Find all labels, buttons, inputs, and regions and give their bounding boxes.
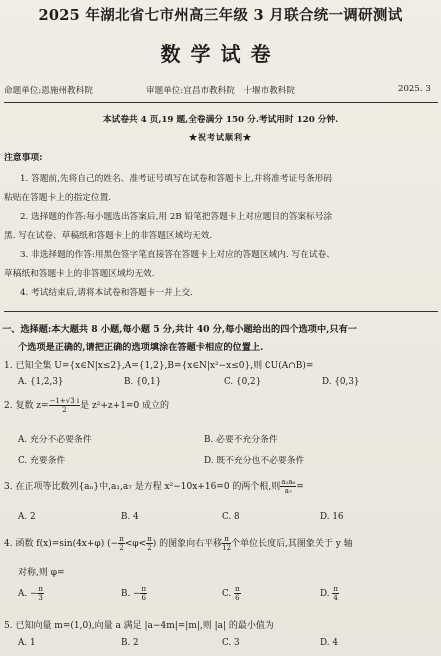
notice-item-2-line1: 2. 选择题的作答:每小题选出答案后,用 2B 铅笔把答题卡上对应题目的答案标号涂: [20, 212, 333, 222]
option-letter: B. −: [121, 589, 141, 599]
notice-divider: [4, 311, 438, 312]
question-4-option-a: [18, 585, 44, 602]
option-fraction: [234, 585, 241, 602]
question-2-stem: [4, 397, 169, 414]
denominator: 2: [119, 544, 124, 552]
denominator: 4: [333, 594, 338, 602]
denominator: 2: [147, 544, 152, 552]
pi-numerator: π: [119, 535, 124, 543]
notice-item-2-line2: 黑. 写在试卷、草稿纸和答题卡上的非答题区域均无效.: [4, 231, 213, 241]
pi-numerator: π: [141, 585, 147, 593]
question-4-stem-line1: [4, 535, 353, 552]
option-fraction: [37, 585, 44, 602]
question-3-stem-post: =: [296, 482, 304, 492]
option-fraction: [332, 585, 339, 602]
question-1-option-d: D. {0,3}: [322, 377, 360, 387]
question-5-option-d: D. 4: [320, 638, 338, 648]
question-3-numerator: a₂a₆: [281, 478, 296, 486]
notice-item-4: 4. 考试结束后,请将本试卷和答题卡一并上交.: [20, 288, 193, 298]
question-4-option-c: [222, 585, 241, 602]
header-divider: [4, 102, 438, 103]
option-fraction: [140, 585, 147, 602]
question-3-denominator: a₇: [284, 487, 292, 495]
question-1-option-b: B. {0,1}: [124, 377, 162, 387]
question-2-option-a: A. 充分不必要条件: [18, 435, 92, 445]
section-heading-line1: 一、选择题:本大题共 8 小题,每小题 5 分,共计 40 分,每小题给出的四个选项中,只有一: [2, 324, 357, 335]
question-4-fraction-1: [118, 535, 125, 552]
pi-numerator: π: [38, 585, 43, 593]
question-3-option-a: A. 2: [18, 512, 36, 522]
option-letter: D.: [320, 589, 333, 599]
question-4-stem-d: 个单位长度后,其图象关于 y 轴: [231, 539, 353, 549]
notice-item-1-line1: 1. 答题前,先将自己的姓名、准考证号填写在试卷和答题卡上,并将准考证号条形码: [20, 174, 332, 184]
denominator: 6: [235, 594, 240, 602]
option-letter: A. −: [18, 589, 38, 599]
question-3-fraction: [280, 478, 296, 495]
denominator: 12: [222, 544, 232, 552]
question-4-stem-line2: 对称,则 φ=: [18, 568, 65, 578]
question-2-denominator: 2: [62, 406, 67, 414]
exam-title: 2025 年湖北省七市州高三年级 3 月联合统一调研测试: [38, 7, 403, 24]
denominator: 6: [141, 594, 146, 602]
question-3-stem-pre: 3. 在正项等比数列{aₙ}中,a₁,a₇ 是方程 x²−10x+16=0 的两个根,则: [4, 482, 281, 492]
question-1-stem: 1. 已知全集 U={x∈N|x≤2},A={1,2},B={x∈N|x²−x≤0},则 ∁U(A∩B)=: [4, 361, 314, 371]
denominator: 3: [38, 594, 43, 602]
question-2-stem-pre: 2. 复数 z=: [4, 401, 49, 411]
good-luck-text: ★祝考试顺利★: [189, 132, 252, 142]
question-5-option-b: B. 2: [121, 638, 139, 648]
notice-item-1-line2: 粘贴在答题卡上的指定位置.: [4, 193, 112, 203]
option-letter: C.: [222, 589, 235, 599]
question-4-fraction-3: [222, 535, 231, 552]
question-3-option-c: C. 8: [222, 512, 240, 522]
author-unit: 命题单位:恩施州教科院: [4, 86, 93, 96]
pi-numerator: π: [222, 535, 231, 544]
pi-numerator: π: [147, 535, 152, 543]
pi-numerator: π: [333, 585, 338, 593]
question-3-option-d: D. 16: [320, 512, 344, 522]
question-2-fraction: [49, 397, 81, 414]
question-3-stem: [4, 478, 304, 495]
section-heading-line2: 个选项是正确的,请把正确的选项填涂在答题卡相应的位置上.: [18, 342, 264, 353]
question-5-option-a: A. 1: [18, 638, 36, 648]
exam-summary: 本试卷共 4 页,19 题,全卷满分 150 分.考试用时 120 分钟.: [102, 115, 339, 125]
question-2-numerator: −1+√3 i: [49, 397, 80, 405]
exam-date: 2025. 3: [398, 84, 431, 94]
question-1-option-a: A. {1,2,3}: [18, 377, 64, 387]
question-1-option-c: C. {0,2}: [224, 377, 262, 387]
question-3-option-b: B. 4: [121, 512, 139, 522]
question-4-fraction-2: [146, 535, 153, 552]
question-4-option-b: [121, 585, 147, 602]
question-4-stem-b: <φ<: [124, 539, 147, 549]
notice-item-3-line1: 3. 非选择题的作答:用黑色签字笔直接答在答题卡上对应的答题区域内. 写在试卷、: [20, 250, 335, 260]
question-2-option-c: C. 充要条件: [18, 456, 66, 466]
subject-title: 数学试卷: [160, 42, 281, 66]
pi-numerator: π: [235, 585, 240, 593]
notice-heading: 注意事项:: [4, 153, 43, 163]
question-4-stem-c: ) 的图象向右平移: [152, 539, 223, 549]
question-2-option-b: B. 必要不充分条件: [204, 435, 278, 445]
question-5-stem: 5. 已知向量 m=(1,0),向量 a 满足 |a−4m|=|m|,则 |a| 的最小值为: [4, 621, 274, 631]
question-2-stem-post: 是 z²+z+1=0 成立的: [80, 401, 170, 411]
question-4-stem-a: 4. 函数 f(x)=sin(4x+φ) (−: [4, 539, 119, 549]
review-unit: 审题单位:宜昌市教科院 十堰市教科院: [146, 86, 295, 96]
question-4-option-d: [320, 585, 339, 602]
question-2-option-d: D. 既不充分也不必要条件: [204, 456, 305, 466]
notice-item-3-line2: 草稿纸和答题卡上的非答题区域均无效.: [4, 269, 155, 279]
question-5-option-c: C. 3: [222, 638, 240, 648]
